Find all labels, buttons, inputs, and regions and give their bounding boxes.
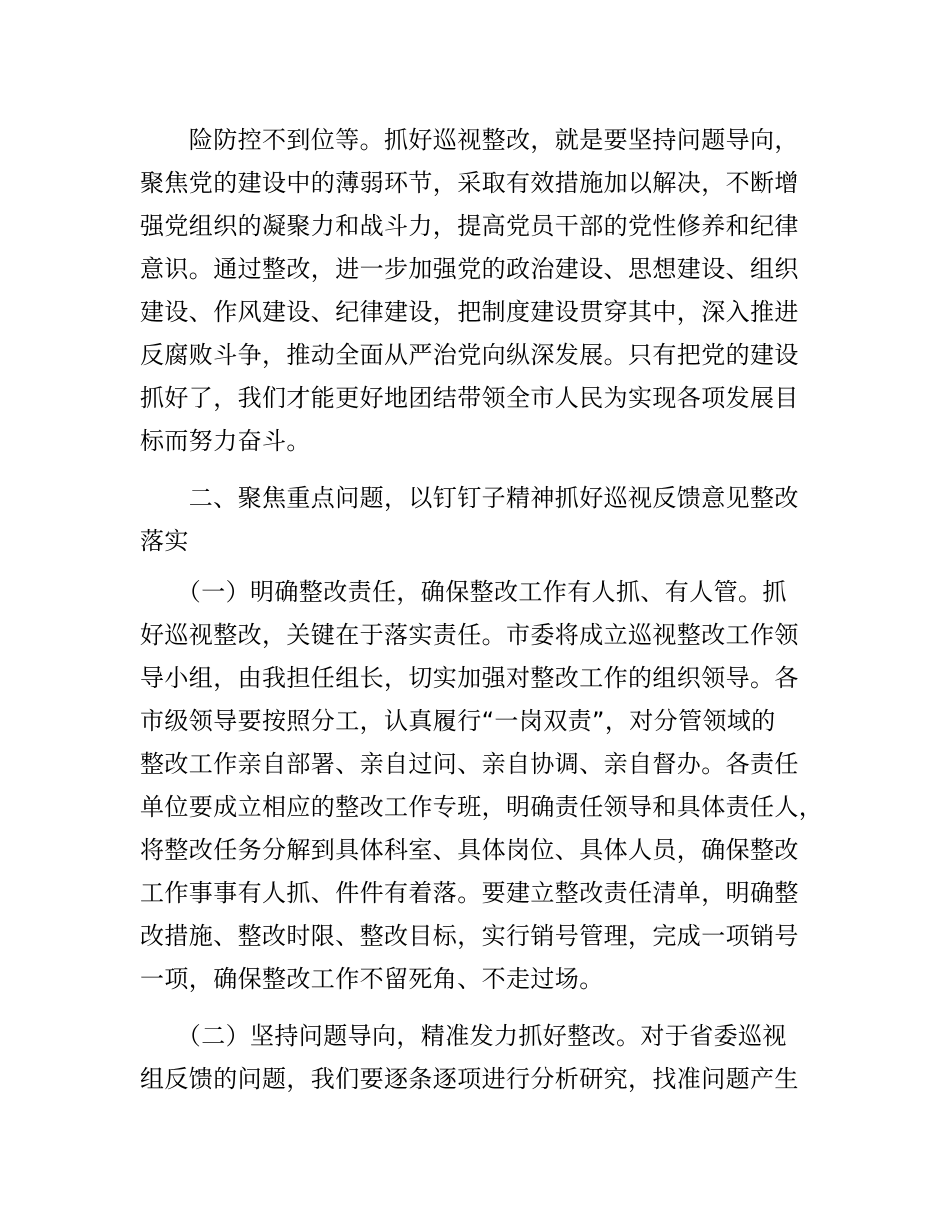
subsection-heading: （二）坚持问题导向，精准发力抓好整改。对于省委巡视 xyxy=(140,1022,787,1050)
text-line: 标而努力奋斗。 xyxy=(140,427,311,455)
text-line: 险防控不到位等。抓好巡视整改，就是要坚持问题导向， xyxy=(140,126,799,154)
subsection-heading: （一）明确整改责任，确保整改工作有人抓、有人管。抓 xyxy=(140,578,787,606)
text-line: 单位要成立相应的整改工作专班，明确责任领导和具体责任人， xyxy=(140,793,824,821)
text-line: 好巡视整改，关键在于落实责任。市委将成立巡视整改工作领 xyxy=(140,621,799,649)
text-line: 聚焦党的建设中的薄弱环节，采取有效措施加以解决，不断增 xyxy=(140,169,799,197)
text-line: 一项，确保整改工作不留死角、不走过场。 xyxy=(140,965,604,993)
section-heading: 二、聚焦重点问题，以钉钉子精神抓好巡视反馈意见整改 xyxy=(140,484,799,512)
text-line: 反腐败斗争，推动全面从严治党向纵深发展。只有把党的建设 xyxy=(140,341,799,369)
section-heading: 落实 xyxy=(140,527,189,555)
text-line: 将整改任务分解到具体科室、具体岗位、具体人员，确保整改 xyxy=(140,836,799,864)
text-line: 组反馈的问题，我们要逐条逐项进行分析研究，找准问题产生 xyxy=(140,1065,799,1093)
text-line: 意识。通过整改，进一步加强党的政治建设、思想建设、组织 xyxy=(140,255,799,283)
text-line: 建设、作风建设、纪律建设，把制度建设贯穿其中，深入推进 xyxy=(140,298,799,326)
text-line: 整改工作亲自部署、亲自过问、亲自协调、亲自督办。各责任 xyxy=(140,750,799,778)
text-line: 导小组，由我担任组长，切实加强对整改工作的组织领导。各 xyxy=(140,664,799,692)
text-line: 工作事事有人抓、件件有着落。要建立整改责任清单，明确整 xyxy=(140,879,799,907)
text-line: 市级领导要按照分工，认真履行“一岗双责”，对分管领域的 xyxy=(140,707,776,735)
text-line: 强党组织的凝聚力和战斗力，提高党员干部的党性修养和纪律 xyxy=(140,212,799,240)
text-line: 改措施、整改时限、整改目标，实行销号管理，完成一项销号 xyxy=(140,922,799,950)
text-line: 抓好了，我们才能更好地团结带领全市人民为实现各项发展目 xyxy=(140,384,799,412)
